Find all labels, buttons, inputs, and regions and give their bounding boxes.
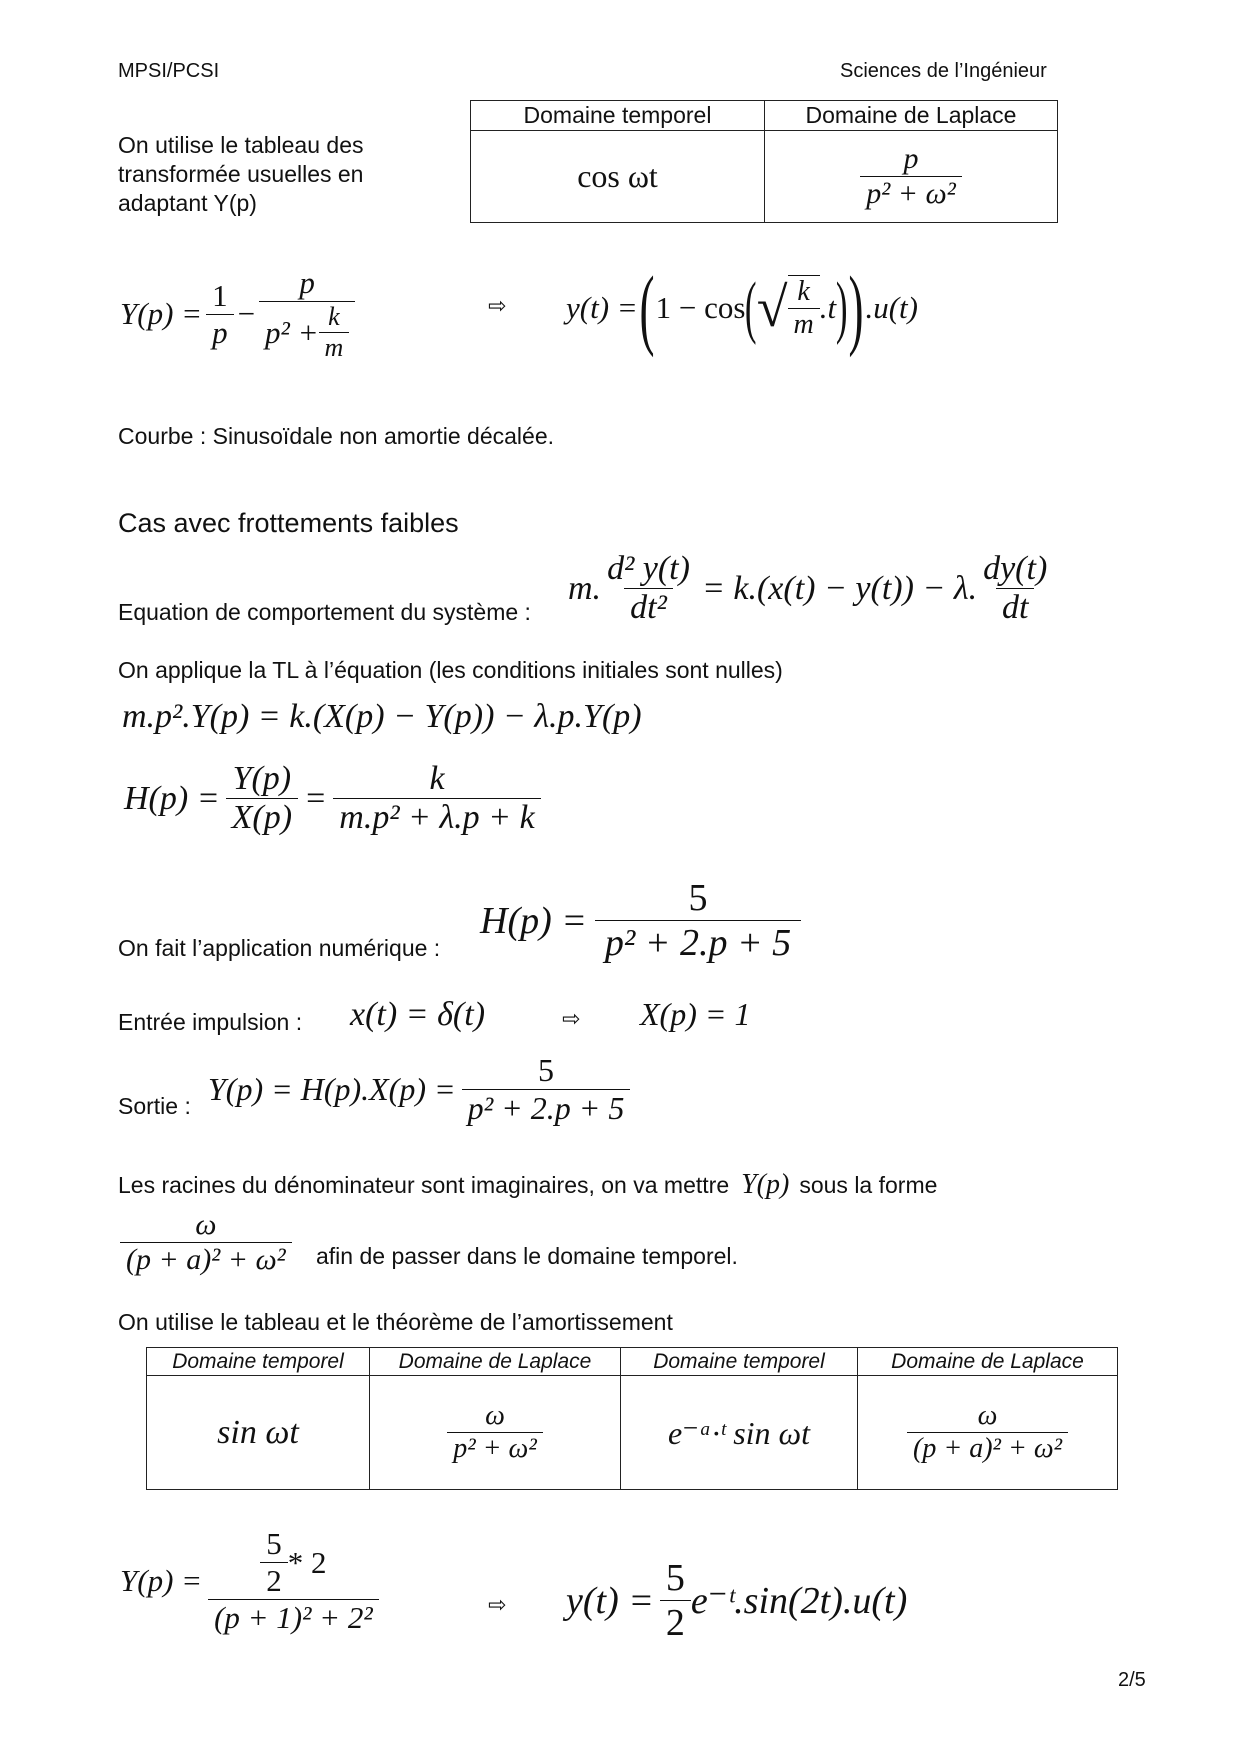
table2-sin-cell: sin ωt xyxy=(147,1376,370,1490)
impulse-right: X(p) = 1 xyxy=(640,996,751,1032)
table2-sin-laplace-cell: $\frac{\omega}{\text{p² + ω²}}$ xyxy=(370,1376,621,1490)
impulse-left: x(t) = δ(t) xyxy=(350,996,486,1033)
app-label: On fait l’application numérique : xyxy=(118,935,441,961)
table2-damped-cell: e⁻ᵃ·ᵗ sin ωt xyxy=(621,1376,858,1490)
table2-header-3: Domaine temporel xyxy=(621,1348,858,1376)
arrow-icon: ⇨ xyxy=(562,1006,581,1031)
target-form: $\frac{\omega}{\text{(p + a)² + ω²}}$ xyxy=(120,1208,292,1277)
arrow-icon: ⇨ xyxy=(488,293,507,318)
numeric-equation: H(p) = $\frac{5}{\text{p² + 2.p + 5}}$ xyxy=(480,876,801,965)
header-right: Sciences de l’Ingénieur xyxy=(840,60,1047,82)
final-y-p-equation: Y(p) = 5 2 * 2 (p + 1)² + 2² xyxy=(120,1526,379,1636)
equation-y-p: Y(p) = $\frac{1}{p}$ − p p² + $\frac{k}{m}$ xyxy=(120,265,355,363)
sortie-equation: Y(p) = H(p).X(p) = $\frac{5}{\text{p² + 2.p + 5}}$ xyxy=(208,1052,630,1127)
impulse-label: Entrée impulsion : xyxy=(118,1009,303,1035)
table1-laplace-cell xyxy=(765,131,1058,223)
page-number: 2/5 xyxy=(1118,1669,1146,1691)
equation-y-t: y(t) = ( 1 − cos ( √ k m .t ) ) .u(t) xyxy=(566,258,918,358)
table2-header-4: Domaine de Laplace xyxy=(858,1348,1118,1376)
behavior-equation: m. $\frac{\text{d² y(t)}}{\text{dt²}}$ = k.(x(t) − y(t)) − λ. dy(t) dt xyxy=(568,550,1048,626)
tableau-text: On utilise le tableau et le théorème de l’amortissement xyxy=(118,1309,673,1335)
table2-damped-laplace-cell: $\frac{\omega}{\text{(p + a)² + ω²}}$ xyxy=(858,1376,1118,1490)
final-y-t-equation: y(t) = $\frac{5}{2}$ e⁻ᵗ.sin(2t).u(t) xyxy=(566,1557,908,1644)
tl-text: On applique la TL à l’équation (les conditions initiales sont nulles) xyxy=(118,657,783,683)
table1-laplace-fraction: $\frac{p}{\text{p² + ω²}}$ xyxy=(860,142,961,211)
transform-table-2 xyxy=(146,1347,1118,1490)
roots-text: Les racines du dénominateur sont imaginaires, on va mettre Y(p) sous la forme xyxy=(118,1169,938,1200)
table1-header-temporal: Domaine temporel xyxy=(471,101,765,131)
table1-temporal-cell: cos ωt xyxy=(471,131,765,223)
equation-label: Equation de comportement du système : xyxy=(118,599,531,625)
table2-header-1: Domaine temporel xyxy=(147,1348,370,1376)
arrow-icon: ⇨ xyxy=(488,1592,507,1617)
section-title: Cas avec frottements faibles xyxy=(118,508,459,538)
transform-table-1 xyxy=(470,100,1058,223)
courbe-text: Courbe : Sinusoïdale non amortie décalée. xyxy=(118,423,555,449)
sortie-label: Sortie : xyxy=(118,1093,191,1119)
table2-header-2: Domaine de Laplace xyxy=(370,1348,621,1376)
transfer-function-equation: H(p) = $\frac{Y(p)}{X(p)}$ = $\frac{k}{\text{m.p² + λ.p + k}}$ xyxy=(124,760,541,837)
tl-equation: m.p².Y(p) = k.(X(p) − Y(p)) − λ.p.Y(p) xyxy=(122,698,642,735)
intro-text: On utilise le tableau des transformée usuelles en adaptant Y(p) xyxy=(118,132,364,216)
table1-header-laplace: Domaine de Laplace xyxy=(765,101,1058,131)
header-left: MPSI/PCSI xyxy=(118,60,220,82)
form-text: afin de passer dans le domaine temporel. xyxy=(316,1243,738,1269)
